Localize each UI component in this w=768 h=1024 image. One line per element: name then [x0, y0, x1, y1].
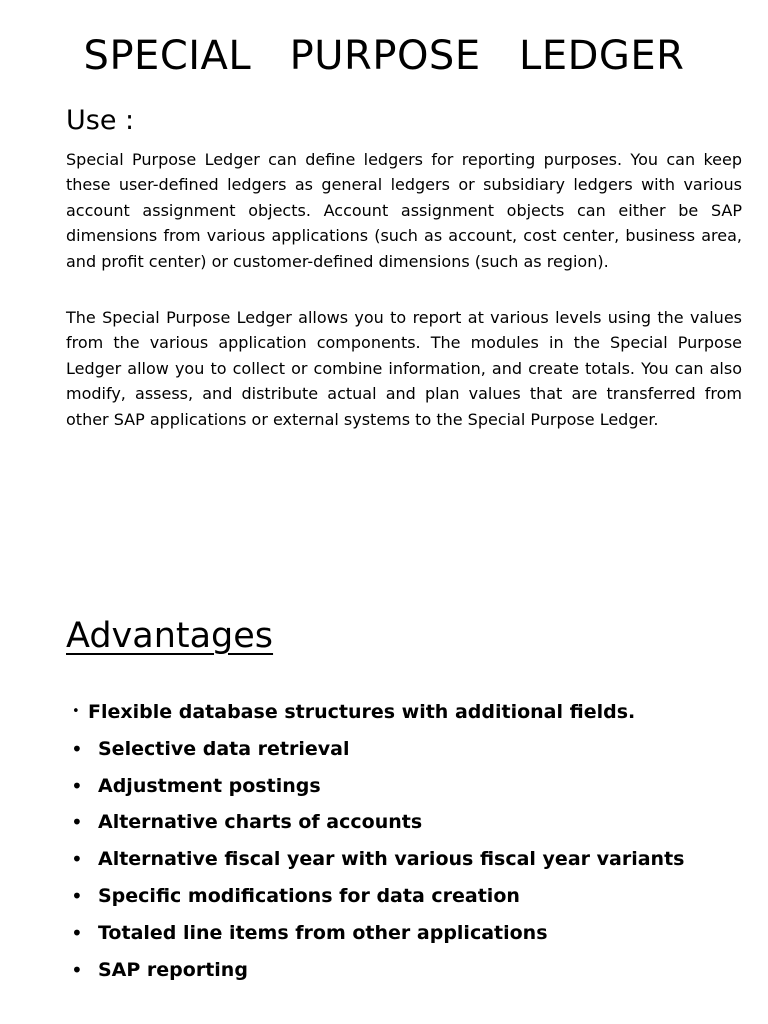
list-item [66, 694, 756, 731]
list-item [66, 915, 756, 952]
advantages-heading: Advantages [66, 616, 274, 656]
bullet-icon: • [71, 736, 83, 761]
use-paragraph-1: Special Purpose Ledger can define ledgers for reporting purposes. You can keep these user-defined ledgers as general ledgers or subsidiary ledgers with various account assignment objects. Account assignment objects can either be SAP dimensions from various applications (such as account, cost center, business area, and profit center) or customer-defined dimensions (such as region). [66, 150, 742, 271]
list-item [66, 841, 756, 878]
bullet-icon: • [71, 847, 83, 872]
list-item [66, 804, 756, 841]
list-item-text: Alternative charts of accounts [98, 811, 423, 834]
list-item-text: Flexible database structures with additional fields. [88, 701, 636, 723]
bullet-icon: • [71, 810, 83, 835]
bullet-icon: • [72, 704, 80, 719]
list-item [66, 952, 756, 989]
bullet-icon: • [71, 773, 83, 798]
list-item-text: Specific modifications for data creation [98, 884, 520, 907]
use-paragraph-2: The Special Purpose Ledger allows you to report at various levels using the values from the various application components. The modules in the Special Purpose Ledger allow you to collect or combine information, and create totals. You can also modify, assess, and distribute actual and plan values that are transferred from other SAP applications or external systems to the Special Purpose Ledger. [66, 308, 742, 429]
list-item-text: Totaled line items from other applications [98, 921, 548, 944]
list-item-text: Alternative fiscal year with various fiscal year variants [98, 848, 685, 871]
list-item-text: Selective data retrieval [98, 737, 350, 760]
list-item-text: SAP reporting [98, 958, 248, 981]
bullet-icon: • [71, 957, 83, 982]
list-item [66, 878, 756, 915]
advantages-list [66, 694, 756, 988]
list-item [66, 768, 756, 805]
bullet-icon: • [71, 883, 83, 908]
list-item-text: Adjustment postings [98, 774, 321, 797]
list-item [66, 731, 756, 768]
use-heading: Use : [66, 105, 135, 136]
page-title: SPECIAL PURPOSE LEDGER [83, 33, 685, 79]
bullet-icon: • [71, 920, 83, 945]
